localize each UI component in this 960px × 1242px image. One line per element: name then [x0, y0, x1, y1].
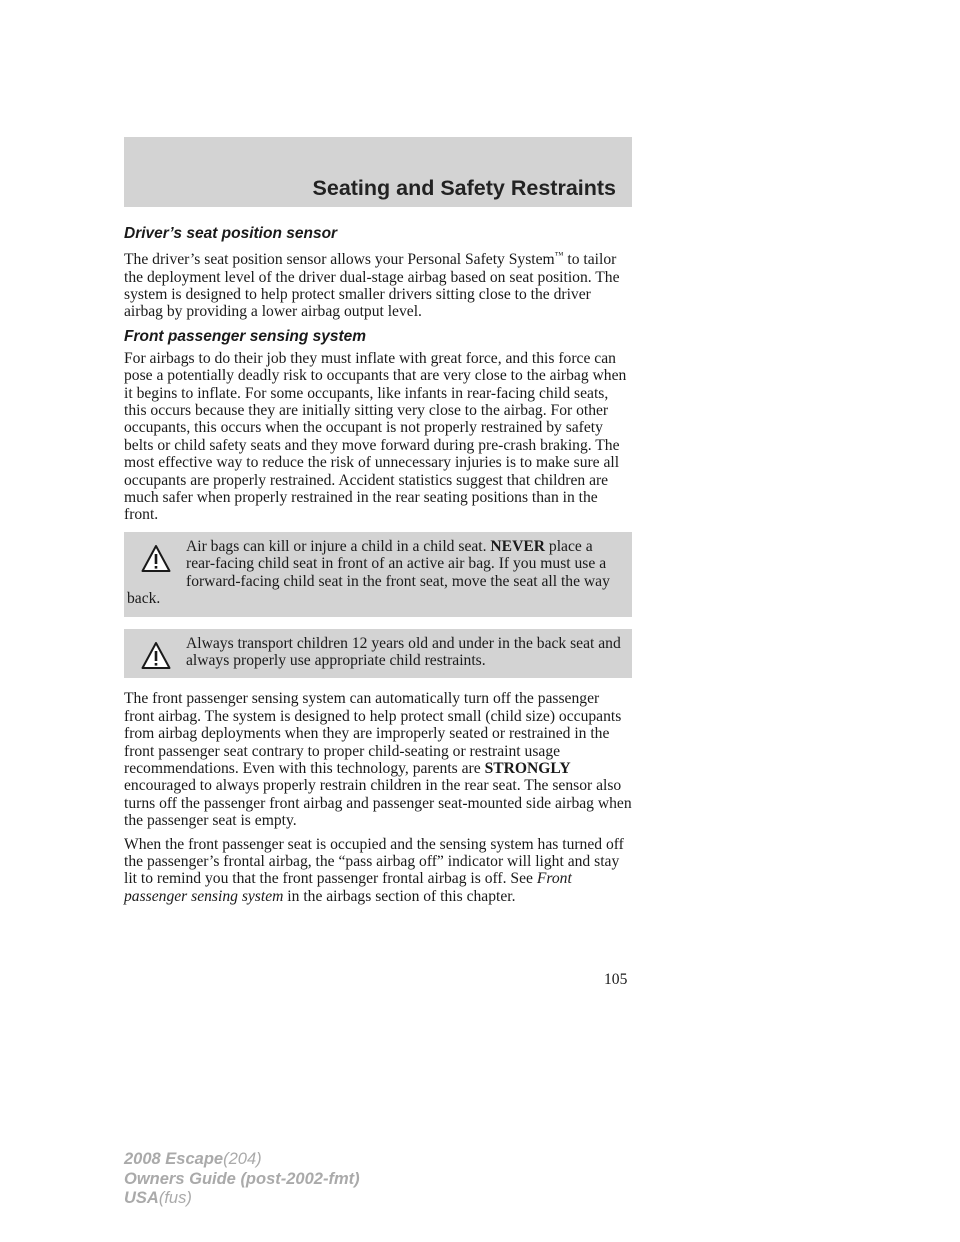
- sensing-system-paragraph: [124, 690, 632, 829]
- footer-guide: Owners Guide (post-2002-fmt): [124, 1169, 360, 1188]
- driver-seat-text-1: The driver’s seat position sensor allows your Personal Safety System: [124, 251, 555, 269]
- warning-text-rear-seat: Always transport children 12 years old and under in the back seat and always properly use appropriate child restraints.: [186, 634, 621, 669]
- cross-reference-link-text: Front passenger sensing system: [124, 870, 572, 905]
- trademark-symbol: ™: [554, 250, 564, 260]
- warning-text-never: NEVER: [490, 537, 546, 555]
- warning-triangle-icon: [141, 544, 171, 574]
- passenger-sensing-paragraph: For airbags to do their job they must inflate with great force, and this force can pose a potentially deadly risk to occupants that are very close to the airbag when it begins to inflate. For some occupants, like infants in rear-facing child seats, this occurs because they are initially sitting very close to the airbag. For other occupants, this occurs when the occupant is not properly restrained by safety belts or child safety seats and they move forward during pre-crash braking. The most effective way to reduce the risk of unnecessary injuries is to make sure all occupants are properly restrained. Accident statistics suggest that children are much safer when properly restrained in the rear seating positions than in the front.: [124, 349, 627, 524]
- warning-text-child-seat: [127, 538, 624, 608]
- footer-model-code: (204): [223, 1150, 262, 1168]
- section-title: Seating and Safety Restraints: [312, 176, 616, 200]
- warning-triangle-icon: [141, 641, 171, 671]
- indicator-paragraph: [124, 836, 632, 906]
- sensing-text-strongly: STRONGLY: [484, 759, 571, 777]
- warning-box-child-seat: [124, 532, 632, 617]
- page-number: 105: [604, 971, 628, 988]
- passenger-sensing-heading: Front passenger sensing system: [124, 327, 367, 345]
- warning-box-rear-seat: [124, 629, 632, 679]
- indicator-text-post: in the airbags section of this chapter.: [283, 887, 516, 905]
- warning-text-post: place a rear-facing child seat in front of an active air bag. If you must use a forward-facing child seat in the front seat, move the seat all the way back.: [127, 537, 610, 608]
- page-content: [124, 224, 632, 911]
- driver-seat-heading: Driver’s seat position sensor: [124, 225, 338, 242]
- driver-seat-paragraph: [124, 247, 632, 321]
- footer-market: USA: [124, 1189, 159, 1207]
- sensing-text-post: encouraged to always properly restrain children in the rear seat. The sensor also turns off the passenger front airbag and passenger seat-mounted side airbag when the passenger seat is empty.: [124, 777, 632, 830]
- indicator-text-pre: When the front passenger seat is occupied and the sensing system has turned off the passenger’s frontal airbag, the “pass airbag off” indicator will light and stay lit to remind you that the front passenger frontal airbag is off. See: [124, 835, 624, 888]
- footer-line-2: [124, 1170, 360, 1190]
- footer-line-3: [124, 1189, 360, 1209]
- footer-model: 2008 Escape: [124, 1150, 224, 1168]
- section-header-band: [124, 137, 632, 207]
- driver-seat-text-2: to tailor the deployment level of the driver dual-stage airbag based on seat position. The system is designed to help protect smaller drivers sitting close to the driver airbag by providing a lower airbag output level.: [124, 251, 620, 321]
- document-footer: [124, 1150, 360, 1209]
- footer-market-code: (fus): [158, 1189, 192, 1207]
- warning-text-pre: Air bags can kill or injure a child in a child seat.: [186, 537, 491, 555]
- sensing-text-pre: The front passenger sensing system can automatically turn off the passenger front airbag. The system is designed to help protect small (child size) occupants from airbag deployments when they are improperly seated or restrained in the front passenger seat contrary to proper child-seating or restraint usage recommendations. Even with this technology, parents are: [124, 690, 622, 777]
- footer-line-1: [124, 1150, 360, 1170]
